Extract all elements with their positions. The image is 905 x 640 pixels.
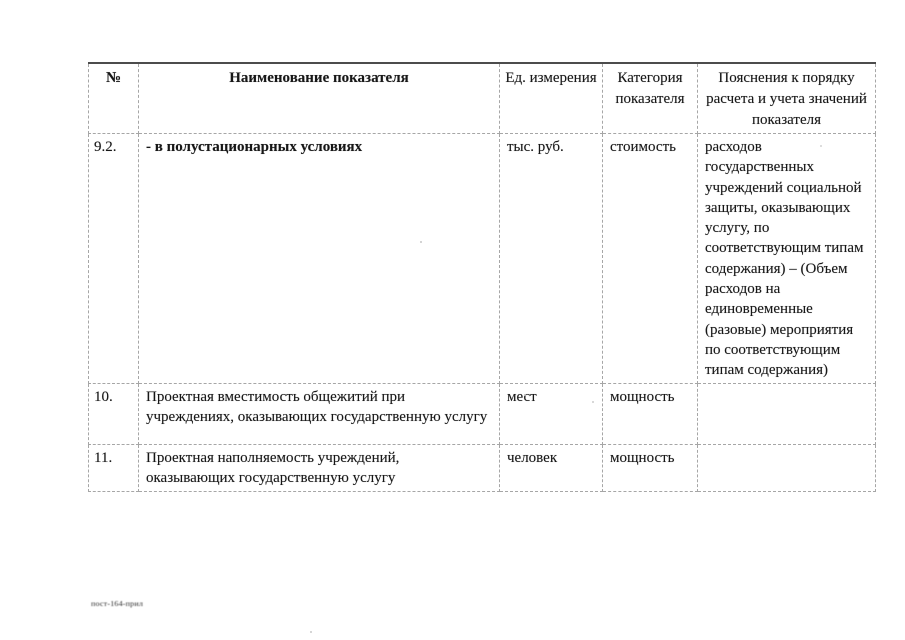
cell-number: 9.2. xyxy=(89,134,139,384)
cell-category: мощность xyxy=(603,383,698,444)
table-row xyxy=(89,134,876,384)
header-cell-category: Категория показателя xyxy=(603,63,698,134)
table-row xyxy=(89,383,876,444)
header-cell-explanation: Пояснения к порядку расчета и учета значений показателя xyxy=(698,63,876,134)
cell-explanation: расходов государственных учреждений социальной защиты, оказывающих услугу, по соответствующим типам содержания) – (Объем расходов на единовременные (разовые) мероприятия по соответствующим типам содержания) xyxy=(698,134,876,384)
cell-explanation xyxy=(698,444,876,491)
table-row xyxy=(89,444,876,491)
cell-category: стоимость xyxy=(603,134,698,384)
cell-category: мощность xyxy=(603,444,698,491)
cell-indicator-name: Проектная вместимость общежитий при учреждениях, оказывающих государственную услугу xyxy=(139,383,500,444)
cell-number: 11. xyxy=(89,444,139,491)
cell-unit: мест xyxy=(500,383,603,444)
cell-explanation xyxy=(698,383,876,444)
table-body xyxy=(89,134,876,492)
cell-unit: тыс. руб. xyxy=(500,134,603,384)
header-cell-unit: Ед. измерения xyxy=(500,63,603,134)
cell-number: 10. xyxy=(89,383,139,444)
header-cell-number: № xyxy=(89,63,139,134)
header-cell-indicator-name: Наименование показателя xyxy=(139,63,500,134)
footer-filename-note: пост-164-прил xyxy=(91,600,144,608)
table-header xyxy=(89,63,876,134)
cell-indicator-name: - в полустационарных условиях xyxy=(139,134,500,384)
cell-unit: человек xyxy=(500,444,603,491)
cell-indicator-name: Проектная наполняемость учреждений, оказывающих государственную услугу xyxy=(139,444,500,491)
scan-noise-specks xyxy=(420,241,422,243)
indicators-table xyxy=(88,62,876,492)
header-row xyxy=(89,63,876,134)
